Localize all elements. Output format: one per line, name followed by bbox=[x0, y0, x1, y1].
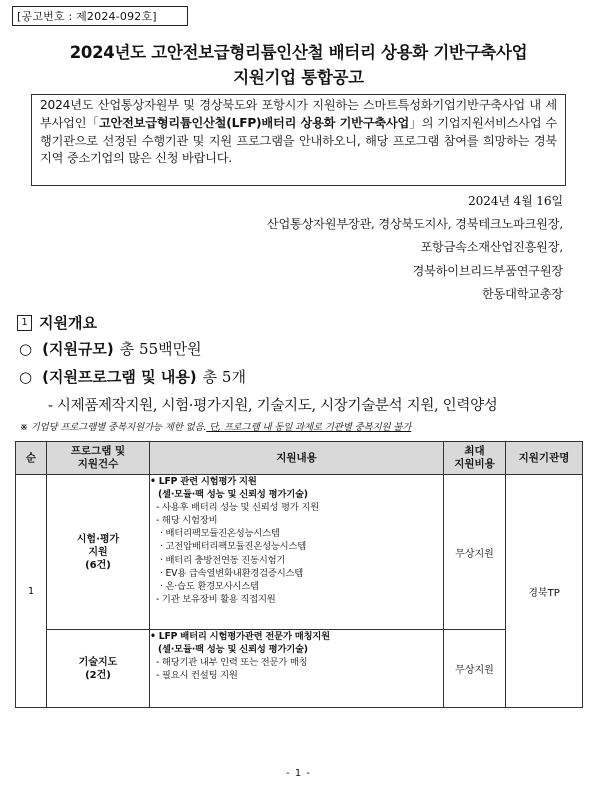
notice-number: [공고번호 : 제2024-092호] bbox=[12, 6, 188, 26]
content-item: · EV용 급속열변화내환경검증시스템 bbox=[160, 567, 304, 579]
content-subtitle: (셀·모듈·팩 성능 및 신뢰성 평가기술) bbox=[158, 489, 308, 501]
note-text: ※ 기업당 프로그램별 중복지원가능 제한 없음. bbox=[20, 422, 207, 433]
intro-box bbox=[31, 94, 566, 186]
circle-bullet-icon: ○ bbox=[19, 340, 33, 358]
content-item: - 해당기관 내부 인력 또는 전문가 매칭 bbox=[156, 657, 308, 669]
content-item: · 고전압배터리팩모듈진온성능시스템 bbox=[160, 541, 307, 553]
section-heading bbox=[17, 312, 97, 333]
intro-text-2: 」의 기업지원서비스사업 수행기관으로 선정된 수행기관 및 지원 프로그램을 안내하오니, 해당 프로그램 참여를 희망하는 경북지역 중소기업의 많은 신청 바랍니다. bbox=[40, 115, 558, 166]
bullet-support-scale bbox=[19, 338, 202, 359]
header-max-line: 최대 bbox=[464, 445, 485, 457]
header-program bbox=[47, 442, 150, 475]
title-line-1: 2024년도 고안전보급형리튬인산철 배터리 상용화 기반구축사업 bbox=[69, 43, 528, 62]
content-title: • LFP 배터리 시험평가관련 전문가 매칭지원 bbox=[150, 631, 330, 642]
header-agency: 지원기관명 bbox=[506, 442, 583, 475]
program-name bbox=[47, 475, 150, 630]
bullet-value: 총 5개 bbox=[202, 368, 246, 386]
content-item: · 온·습도 환경모사시스템 bbox=[160, 580, 259, 592]
page-number: - 1 - bbox=[286, 768, 311, 779]
signer-line: 산업통상자원부장관, 경상북도지사, 경북테크노파크원장, bbox=[266, 217, 563, 231]
program-content bbox=[150, 630, 444, 708]
circle-bullet-icon: ○ bbox=[19, 368, 33, 386]
max-cost: 무상지원 bbox=[444, 630, 506, 708]
program-content bbox=[150, 475, 444, 630]
signer-line: 한동대학교총장 bbox=[481, 287, 563, 301]
content-subtitle: (셀·모듈·팩 성능 및 신뢰성 평가기술) bbox=[158, 644, 308, 656]
agency-name: 경북TP bbox=[506, 475, 583, 708]
intro-text-1: 2024년도 산업통상자원부 및 경상북도와 포항시가 지원하는 스마트특성화기업기반구축사업 내 세부사업인「 bbox=[40, 98, 557, 130]
note bbox=[20, 419, 411, 433]
signer-line: 경북하이브리드부품연구원장 bbox=[412, 264, 563, 278]
content-item: - 기관 보유장비 활용 직접지원 bbox=[156, 593, 276, 605]
program-name bbox=[47, 630, 150, 708]
signer-line: 포항금속소재산업진흥원장, bbox=[420, 240, 563, 254]
program-name-line: (2건) bbox=[85, 669, 111, 681]
program-name-line: 시험·평가 bbox=[76, 533, 120, 545]
header-max-cost bbox=[444, 442, 506, 475]
program-table bbox=[15, 441, 583, 708]
bullet-value: 총 55백만원 bbox=[119, 340, 202, 358]
header-max-line: 지원비용 bbox=[454, 458, 495, 470]
table-row bbox=[16, 475, 583, 630]
section-number: 1 bbox=[17, 315, 32, 331]
program-name-line: (6건) bbox=[85, 559, 111, 571]
bullet-support-programs bbox=[19, 366, 246, 387]
title-line-2: 지원기업 통합공고 bbox=[233, 68, 364, 87]
content-item: - 사용후 배터리 성능 및 신뢰성 평가 지원 bbox=[156, 502, 319, 514]
notice-date: 2024년 4월 16일 bbox=[468, 194, 563, 208]
header-program-line: 지원건수 bbox=[77, 458, 119, 470]
row-number: 1 bbox=[16, 475, 47, 708]
table-header-row bbox=[16, 442, 583, 475]
header-program-line: 프로그램 및 bbox=[70, 445, 126, 457]
header-content: 지원내용 bbox=[150, 442, 444, 475]
max-cost: 무상지원 bbox=[444, 475, 506, 630]
content-item: · 배터리팩모듈진온성능시스템 bbox=[160, 528, 280, 540]
bullet-label: (지원규모) bbox=[42, 340, 114, 358]
content-item: - 해당 시험장비 bbox=[156, 515, 218, 527]
content-item: - 필요시 컨설팅 지원 bbox=[156, 670, 238, 682]
note-underlined: 단, 프로그램 내 동일 과제로 기관별 중복지원 불가 bbox=[206, 422, 412, 433]
content-title: • LFP 관련 시험평가 지원 bbox=[150, 476, 257, 487]
header-no: 순 bbox=[16, 442, 47, 475]
bullet-label: (지원프로그램 및 내용) bbox=[42, 368, 197, 386]
section-title: 지원개요 bbox=[39, 314, 97, 332]
program-list: - 시제품제작지원, 시험·평가지원, 기술지도, 시장기술분석 지원, 인력양성 bbox=[48, 398, 498, 414]
program-name-line: 지원 bbox=[88, 546, 108, 558]
intro-highlight: 고안전보급형리튬인산철(LFP)배터리 상용화 기반구축사업 bbox=[98, 115, 410, 130]
program-name-line: 기술지도 bbox=[78, 656, 118, 668]
content-item: · 배터리 충방전연동 진동시험기 bbox=[160, 554, 286, 566]
table-row bbox=[16, 630, 583, 708]
